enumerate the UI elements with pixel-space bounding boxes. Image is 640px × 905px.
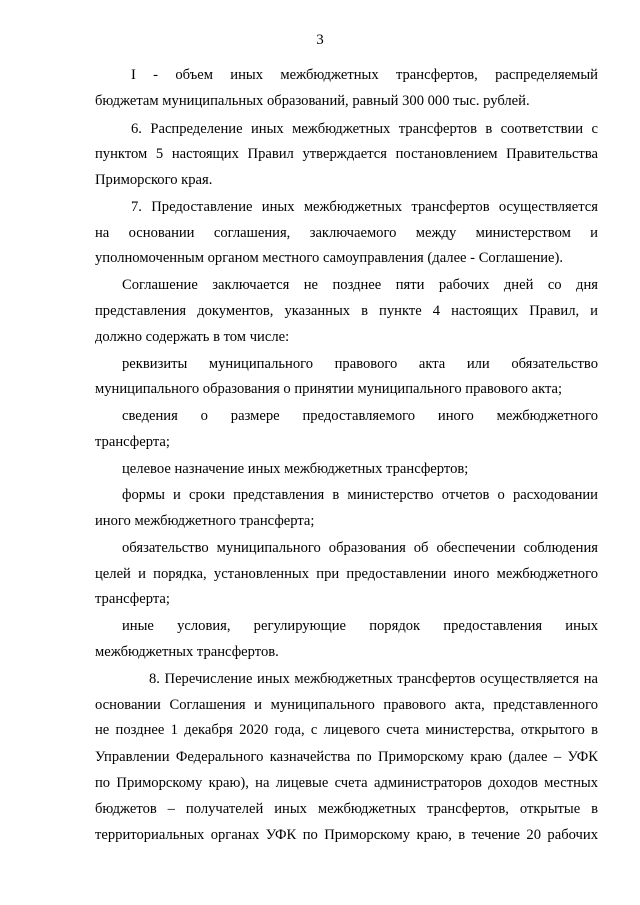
text-line: иные условия, регулирующие порядок предоставления иных — [122, 618, 598, 634]
text-line: межбюджетных трансфертов. — [95, 644, 279, 660]
text-line: 8. Перечисление иных межбюджетных трансфертов осуществляется на — [149, 671, 598, 687]
text-line: бюджетам муниципальных образований, равный 300 000 тыс. рублей. — [95, 93, 530, 109]
text-line: Управлении Федерального казначейства по Приморскому краю (далее – УФК — [95, 749, 598, 765]
text-line: целей и порядка, установленных при предоставлении иного межбюджетного — [95, 566, 598, 582]
text-line: Приморского края. — [95, 172, 213, 188]
text-line: по Приморскому краю), на лицевые счета администраторов доходов местных — [95, 775, 598, 791]
text-line: обязательство муниципального образования об обеспечении соблюдения — [122, 540, 598, 556]
text-line: сведения о размере предоставляемого иного межбюджетного — [122, 408, 598, 424]
text-line: уполномоченным органом местного самоуправления (далее - Соглашение). — [95, 250, 564, 266]
text-line: трансферта; — [95, 591, 170, 607]
text-line: пунктом 5 настоящих Правил утверждается постановлением Правительства — [95, 146, 598, 162]
text-line: представления документов, указанных в пункте 4 настоящих Правил, и — [95, 303, 598, 319]
text-line: бюджетов – получателей иных межбюджетных трансфертов, открытые в — [95, 801, 598, 817]
text-line: 7. Предоставление иных межбюджетных трансфертов осуществляется — [131, 199, 598, 215]
text-line: формы и сроки представления в министерство отчетов о расходовании — [122, 487, 598, 503]
text-line: территориальных органах УФК по Приморскому краю, в течение 20 рабочих — [95, 827, 598, 843]
text-line: реквизиты муниципального правового акта или обязательство — [122, 356, 598, 372]
text-line: целевое назначение иных межбюджетных трансфертов; — [122, 461, 469, 477]
text-line: иного межбюджетного трансферта; — [95, 513, 315, 529]
text-line: I - объем иных межбюджетных трансфертов, распределяемый — [131, 67, 598, 83]
text-line: должно содержать в том числе: — [95, 329, 290, 345]
text-line: Соглашение заключается не позднее пяти рабочих дней со дня — [122, 277, 598, 293]
text-line: муниципального образования о принятии муниципального правового акта; — [95, 381, 563, 397]
text-line: не позднее 1 декабря 2020 года, с лицевого счета министерства, открытого в — [95, 722, 598, 738]
page-number: 3 — [316, 32, 324, 48]
text-line: на основании соглашения, заключаемого между министерством и — [95, 225, 598, 241]
text-line: 6. Распределение иных межбюджетных трансфертов в соответствии с — [131, 121, 598, 137]
text-line: основании Соглашения и муниципального правового акта, представленного — [95, 697, 598, 713]
text-line: трансферта; — [95, 434, 170, 450]
